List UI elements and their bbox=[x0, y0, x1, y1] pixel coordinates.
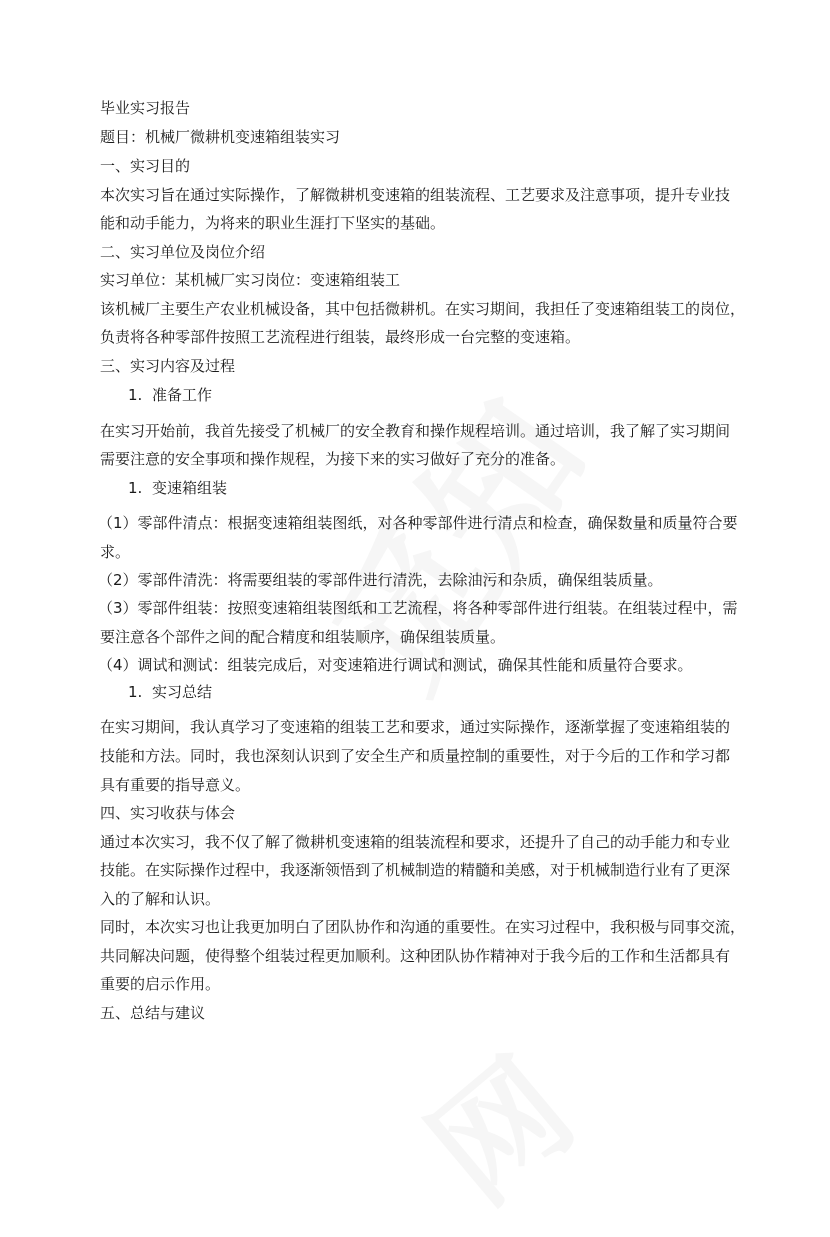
paragraph-line: 能和动手能力，为将来的职业生涯打下坚实的基础。 bbox=[100, 214, 446, 232]
paragraph-line: 本次实习旨在通过实际操作，了解微耕机变速箱的组装流程、工艺要求及注意事项，提升专业技 bbox=[100, 186, 731, 204]
subsection-title: 变速箱组装 bbox=[152, 479, 228, 497]
paragraph-line: （1）零部件清点：根据变速箱组装图纸，对各种零部件进行清点和检查，确保数量和质量符合要 bbox=[98, 514, 738, 532]
section-heading: 四、实习收获与体会 bbox=[100, 804, 236, 822]
document-topic: 题目：机械厂微耕机变速箱组装实习 bbox=[100, 128, 341, 146]
paragraph-line: 在实习开始前，我首先接受了机械厂的安全教育和操作规程培训。通过培训，我了解了实习期间 bbox=[100, 422, 731, 440]
subsection-title: 准备工作 bbox=[152, 386, 213, 404]
document-title: 毕业实习报告 bbox=[100, 99, 191, 117]
paragraph-line: 要注意各个部件之间的配合精度和组装顺序，确保组装质量。 bbox=[100, 628, 506, 646]
subsection-heading bbox=[128, 682, 212, 702]
watermark bbox=[385, 1010, 605, 1237]
section-heading: 三、实习内容及过程 bbox=[100, 357, 236, 375]
subsection-heading bbox=[128, 385, 212, 405]
paragraph-line: 技能和方法。同时，我也深刻认识到了安全生产和质量控制的重要性，对于今后的工作和学习都 bbox=[100, 747, 731, 765]
paragraph-line: 在实习期间，我认真学习了变速箱的组装工艺和要求，通过实际操作，逐渐掌握了变速箱组装的 bbox=[100, 718, 731, 736]
paragraph-line: 共同解决问题，使得整个组装过程更加顺利。这种团队协作精神对于我今后的工作和生活都具有 bbox=[100, 947, 731, 965]
paragraph-line: 实习单位：某机械厂实习岗位：变速箱组装工 bbox=[100, 271, 401, 289]
paragraph-line: 同时，本次实习也让我更加明白了团队协作和沟通的重要性。在实习过程中，我积极与同事交流， bbox=[100, 918, 746, 936]
paragraph-line: 技能。在实际操作过程中，我逐渐领悟到了机械制造的精髓和美感，对于机械制造行业有了更深 bbox=[100, 861, 731, 879]
subsection-title: 实习总结 bbox=[152, 683, 213, 701]
section-heading: 二、实习单位及岗位介绍 bbox=[100, 243, 266, 261]
paragraph-line: 求。 bbox=[100, 543, 131, 561]
paragraph-line: 通过本次实习，我不仅了解了微耕机变速箱的组装流程和要求，还提升了自己的动手能力和专业 bbox=[100, 833, 731, 851]
paragraph-line: （2）零部件清洗：将需要组装的零部件进行清洗，去除油污和杂质，确保组装质量。 bbox=[98, 571, 663, 589]
list-number: 1. bbox=[128, 479, 143, 497]
subsection-heading bbox=[128, 478, 227, 498]
section-heading: 五、总结与建议 bbox=[100, 1004, 206, 1022]
list-number: 1. bbox=[128, 386, 143, 404]
paragraph-line: 负责将各种零部件按照工艺流程进行组装，最终形成一台完整的变速箱。 bbox=[100, 328, 581, 346]
paragraph-line: 重要的启示作用。 bbox=[100, 975, 221, 993]
list-number: 1. bbox=[128, 683, 143, 701]
section-heading: 一、实习目的 bbox=[100, 157, 191, 175]
paragraph-line: 需要注意的安全事项和操作规程，为接下来的实习做好了充分的准备。 bbox=[100, 450, 566, 468]
paragraph-line: （4）调试和测试：组装完成后，对变速箱进行调试和测试，确保其性能和质量符合要求。 bbox=[98, 656, 693, 674]
paragraph-line: 该机械厂主要生产农业机械设备，其中包括微耕机。在实习期间，我担任了变速箱组装工的岗位， bbox=[100, 300, 746, 318]
paragraph-line: （3）零部件组装：按照变速箱组装图纸和工艺流程，将各种零部件进行组装。在组装过程中，需 bbox=[98, 599, 738, 617]
paragraph-line: 具有重要的指导意义。 bbox=[100, 776, 251, 794]
paragraph-line: 入的了解和认识。 bbox=[100, 890, 221, 908]
